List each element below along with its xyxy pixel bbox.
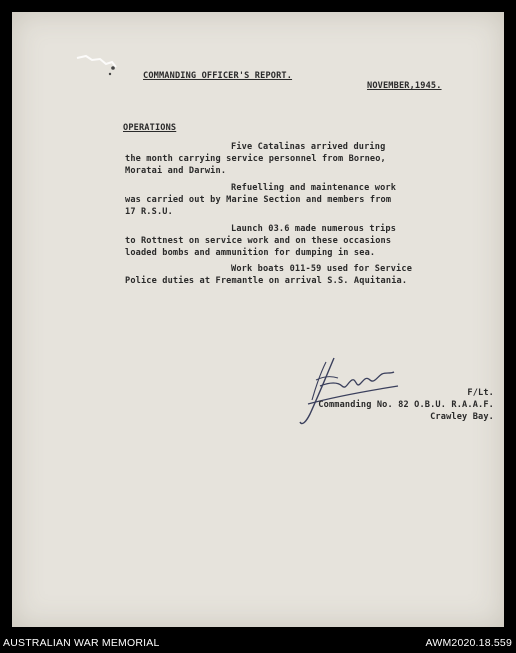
archive-accession-number: AWM2020.18.559 (425, 637, 512, 649)
paragraph-line: 17 R.S.U. (125, 207, 173, 217)
paragraph-line: Work boats 011-59 used for Service (231, 264, 413, 274)
paragraph-launch (125, 223, 465, 259)
paragraph-line: loaded bombs and ammunition for dumping in sea. (125, 248, 376, 258)
signatory-rank: F/Lt. (467, 388, 494, 398)
paragraph-line: the month carrying service personnel from Borneo, (125, 154, 386, 164)
paragraph-line: Moratai and Darwin. (125, 166, 227, 176)
paragraph-line: to Rottnest on service work and on these occasions (125, 236, 392, 246)
document-page (12, 12, 504, 627)
signatory-location: Crawley Bay. (430, 412, 494, 422)
archive-credit: AUSTRALIAN WAR MEMORIAL (3, 637, 160, 649)
paragraph-refuelling (125, 182, 465, 218)
paragraph-catalinas (125, 141, 465, 177)
paragraph-line: Five Catalinas arrived during (231, 142, 386, 152)
signature-block (234, 387, 494, 423)
paragraph-line: was carried out by Marine Section and members from (125, 195, 392, 205)
ink-smudge (72, 50, 122, 80)
paragraph-line: Refuelling and maintenance work (231, 183, 397, 193)
paragraph-line: Launch 03.6 made numerous trips (231, 224, 397, 234)
paragraph-work-boats (125, 263, 465, 287)
signatory-unit: Commanding No. 82 O.B.U. R.A.A.F. (318, 400, 494, 410)
report-date: NOVEMBER,1945. (367, 81, 442, 91)
section-heading: OPERATIONS (123, 123, 177, 133)
report-title: COMMANDING OFFICER'S REPORT. (143, 71, 293, 81)
paragraph-line: Police duties at Fremantle on arrival S.S. Aquitania. (125, 276, 408, 286)
